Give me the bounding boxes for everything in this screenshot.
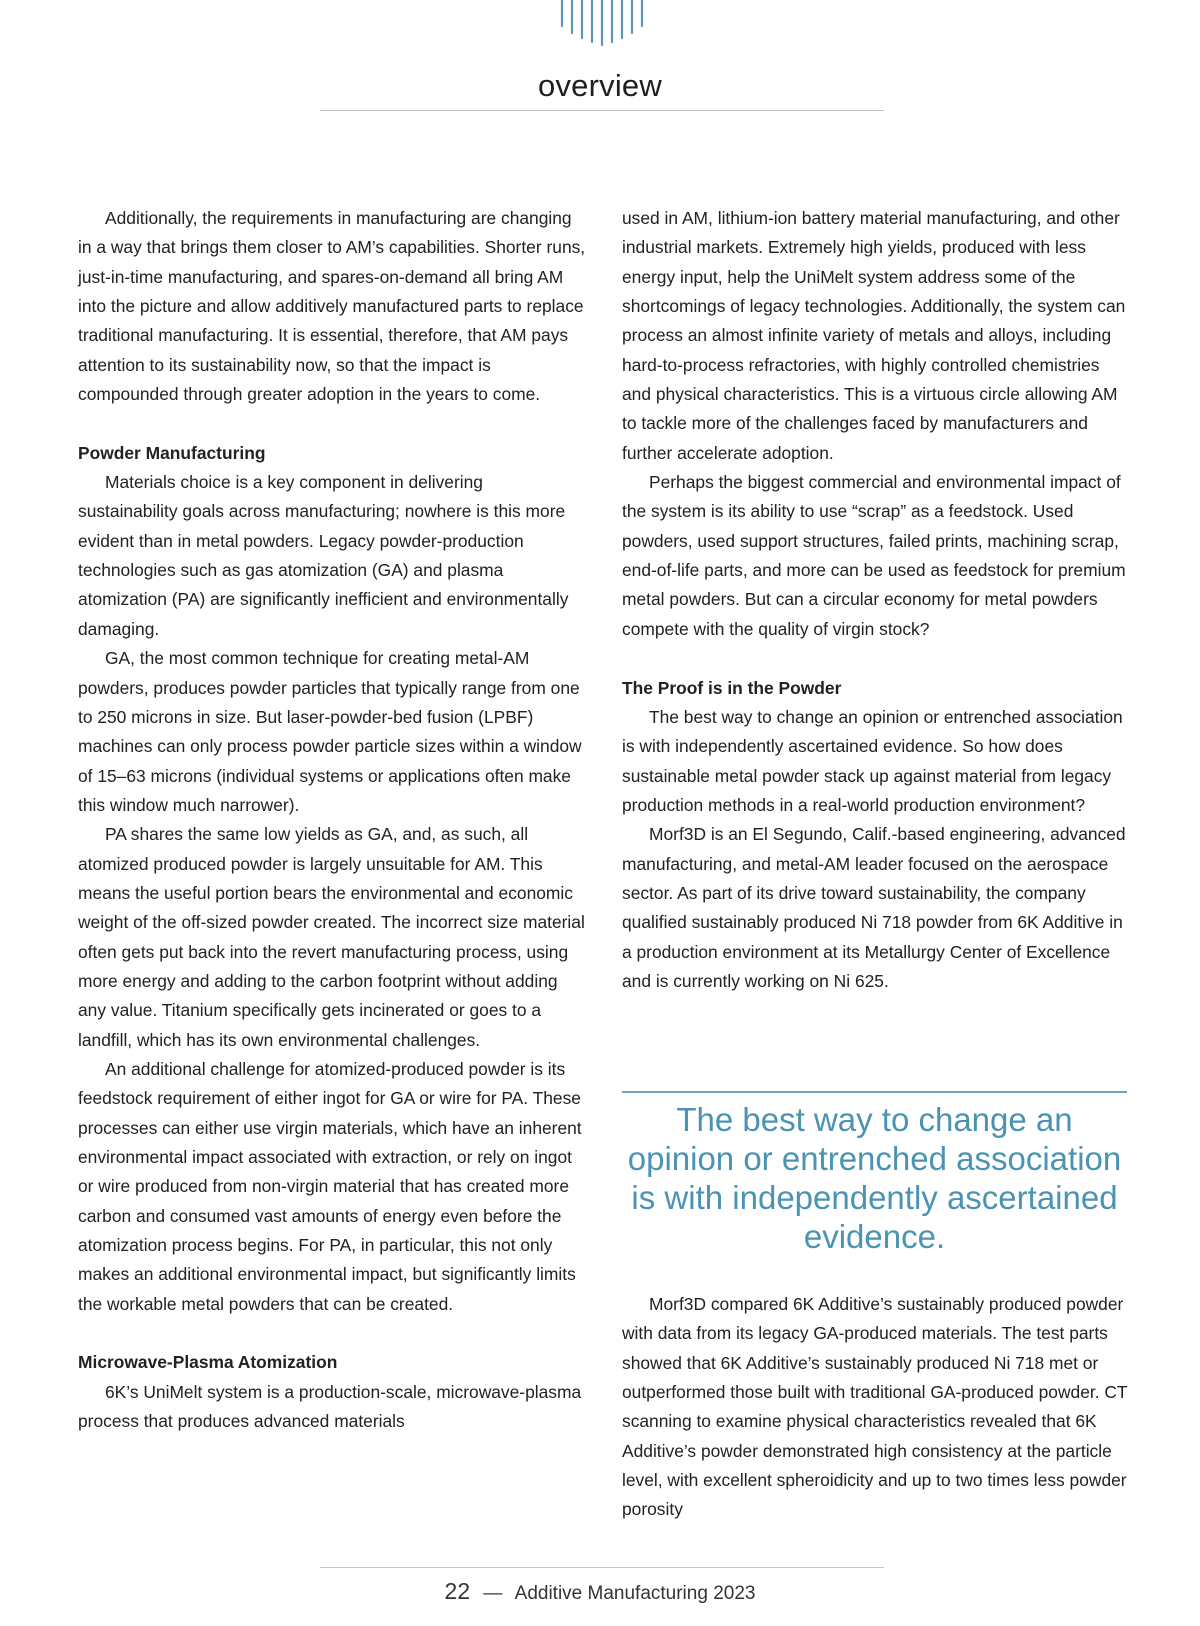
paragraph: 6K’s UniMelt system is a production-scale, microwave-plasma process that produces advanced materials [78, 1381, 582, 1432]
right-column [622, 204, 1130, 996]
paragraph: An additional challenge for atomized-produced powder is its feedstock requirement of either ingot for GA or wire for PA. These processes can either use virgin materials, which have an inherent environmental impact associated with extraction, or rely on ingot or wire produced from non-virgin material that has created more carbon and consumed vast amounts of energy even before the atomization process begins. For PA, in particular, this not only makes an additional environmental impact, but significantly limits the workable metal powders that can be created. [78, 1058, 582, 1314]
left-column [78, 204, 586, 1436]
publication-name: Additive Manufacturing 2023 [514, 1583, 756, 1604]
paragraph: The best way to change an opinion or entrenched association is with independently ascertained evidence. So how does sustainable metal powder stack up against material from legacy production methods in a real-world production environment? [622, 706, 1123, 815]
paragraph: Additionally, the requirements in manufacturing are changing in a way that brings them closer to AM’s capabilities. Shorter runs, just-in-time manufacturing, and spares-on-demand all bring AM into the picture and allow additively manufactured parts to replace traditional manufacturing. It is essential, therefore, that AM pays attention to its sustainability now, so that the impact is compounded through greater adoption in the years to come. [78, 208, 586, 405]
header-divider [320, 110, 884, 111]
paragraph: GA, the most common technique for creating metal-AM powders, produces powder particles that typically range from one to 250 microns in size. But laser-powder-bed fusion (LPBF) machines can only process powder particle sizes within a window of 15–63 microns (individual systems or applications often make this window much narrower). [78, 648, 582, 815]
pullquote-divider [622, 1091, 1127, 1093]
section-heading-microwave-plasma: Microwave-Plasma Atomization [78, 1352, 338, 1373]
right-column-continued [622, 1290, 1130, 1525]
paragraph: Morf3D compared 6K Additive’s sustainably produced powder with data from its legacy GA-produced materials. The test parts showed that 6K Additive’s sustainably produced Ni 718 met or outperformed those built with traditional GA-produced powder. CT scanning to examine physical characteristics revealed that 6K Additive’s powder demonstrated high consistency at the particle level, with excellent spheroidicity and up to two times less powder porosity [622, 1294, 1128, 1520]
section-heading-powder-manufacturing: Powder Manufacturing [78, 442, 266, 463]
section-title: overview [538, 68, 662, 103]
page-number: 22 [444, 1578, 471, 1604]
footer-separator: — [483, 1583, 503, 1604]
paragraph: Materials choice is a key component in delivering sustainability goals across manufacturing; nowhere is this more evident than in metal powders. Legacy powder-production technologies such as gas atomization (GA) and plasma atomization (PA) are significantly inefficient and environmentally damaging. [78, 472, 569, 639]
paragraph: Morf3D is an El Segundo, Calif.-based engineering, advanced manufacturing, and metal-AM leader focused on the aerospace sector. As part of its drive toward sustainability, the company qualified sustainably produced Ni 718 powder from 6K Additive in a production environment at its Metallurgy Center of Excellence and is currently working on Ni 625. [622, 824, 1126, 991]
footer-divider [320, 1567, 884, 1568]
pull-quote: The best way to change an opinion or entrenched association is with independently ascertained evidence. [627, 1101, 1122, 1255]
paragraph: used in AM, lithium-ion battery material manufacturing, and other industrial markets. Extremely high yields, produced with less energy input, help the UniMelt system address some of the shortcomings of legacy technologies. Additionally, the system can process an almost infinite variety of metals and alloys, including hard-to-process refractories, with highly controlled chemistries and physical characteristics. This is a virtuous circle allowing AM to tackle more of the challenges faced by manufacturers and further accelerate adoption. [622, 208, 1126, 463]
vertical-lines-shield-icon [556, 0, 648, 48]
page-footer [0, 1578, 1200, 1605]
section-heading-proof-in-powder: The Proof is in the Powder [622, 677, 842, 698]
paragraph: PA shares the same low yields as GA, and, as such, all atomized produced powder is largely unsuitable for AM. This means the useful portion bears the environmental and economic weight of the off-sized powder created. The incorrect size material often gets put back into the revert manufacturing process, using more energy and adding to the carbon footprint without adding any value. Titanium specifically gets incinerated or goes to a landfill, which has its own environmental challenges. [78, 824, 585, 1050]
paragraph: Perhaps the biggest commercial and environmental impact of the system is its ability to use “scrap” as a feedstock. Used powders, used support structures, failed prints, machining scrap, end-of-life parts, and more can be used as feedstock for premium metal powders. But can a circular economy for metal powders compete with the quality of virgin stock? [622, 472, 1126, 639]
